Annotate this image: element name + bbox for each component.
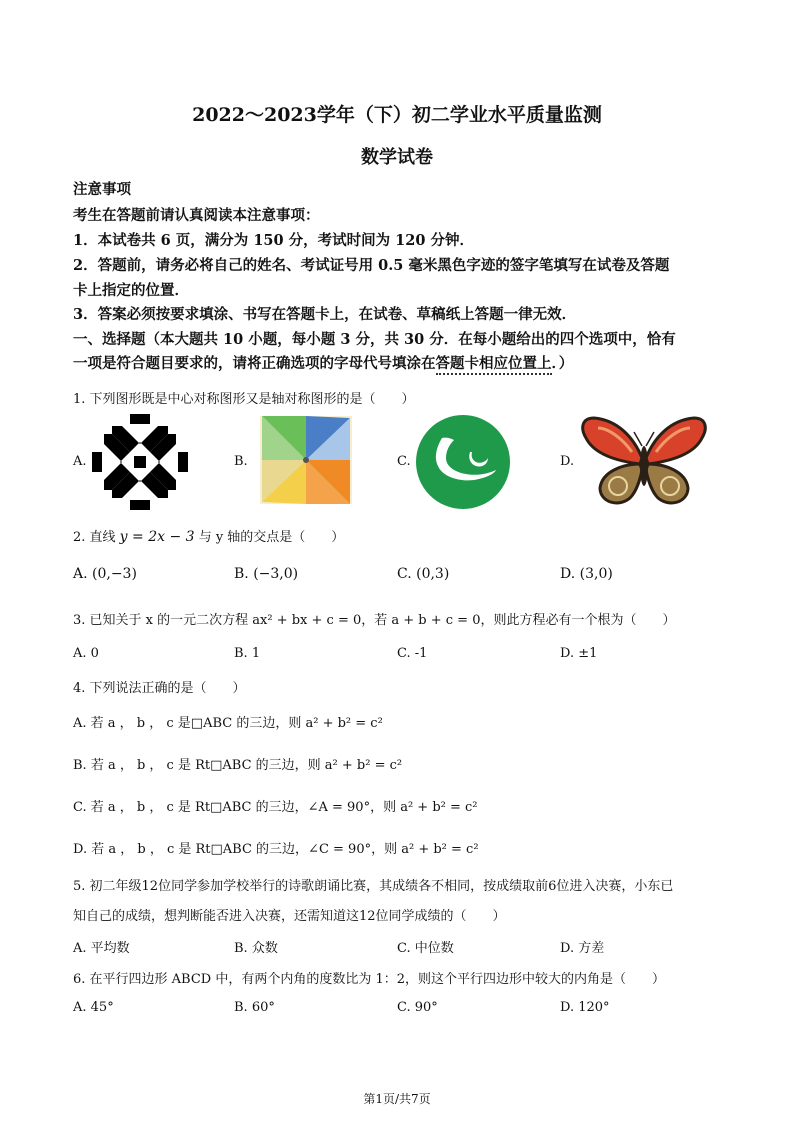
notes-item-3: 3．答案必须按要求填涂、书写在答题卡上，在试卷、草稿纸上答题一律无效． [73,306,577,323]
notes-item-1: 1．本试卷共 6 页，满分为 150 分，考试时间为 120 分钟． [73,232,474,249]
butterfly-figure [578,414,710,510]
notes-intro: 考生在答题前请认真阅读本注意事项： [73,207,320,224]
q6-option-a: A. 45° [73,1000,114,1015]
exam-title: 2022～2023学年（下）初二学业水平质量监测 [192,104,602,126]
snowflake-figure [92,414,188,510]
notes-item-2a: 2．答题前，请务必将自己的姓名、考试证号用 0.5 毫米黑色字迹的签字笔填写在试卷及答题 [73,257,670,274]
q2-equation: y = 2x − 3 [119,529,195,545]
section1-line2-post: ．） [551,355,574,372]
q6-option-c: C. 90° [397,1000,438,1015]
q3-stem: 3. 已知关于 x 的一元二次方程 ax² + bx + c = 0，若 a + b + c = 0，则此方程必有一个根为（ ） [73,613,676,628]
q4-option-d: D. 若 a ， b ， c 是 Rt□ABC 的三边，∠C = 90°，则 a² + b² = c² [73,842,479,857]
q4-option-a: A. 若 a ， b ， c 是□ABC 的三边，则 a² + b² = c² [73,716,383,731]
q6-stem: 6. 在平行四边形 ABCD 中，有两个内角的度数比为 1：2，则这个平行四边形中较大的内角是（ ） [73,972,666,987]
q3-option-d: D. ±1 [560,646,598,661]
exam-subtitle: 数学试卷 [361,147,433,168]
q2-stem [73,526,344,545]
section1-line1: 一、选择题（本大题共 10 小题，每小题 3 分，共 30 分．在每小题给出的四个选项中，恰有 [73,331,676,348]
q2-stem-post: 与 y 轴的交点是（ ） [194,530,345,545]
q5-stem-line1: 5. 初二年级12位同学参加学校举行的诗歌朗诵比赛，其成绩各不相同，按成绩取前6位进入决赛，小东已 [73,879,674,894]
q5-option-c: C. 中位数 [397,941,454,956]
q4-stem: 4. 下列说法正确的是（ ） [73,681,246,696]
q1-option-c-label: C. [397,454,411,469]
q6-option-b: B. 60° [234,1000,275,1015]
q5-option-a: A. 平均数 [73,941,130,956]
q2-option-d: D. (3,0) [560,566,613,582]
section1-line2-emphasis: 答题卡相应位置上 [436,355,552,375]
q1-option-b-label: B. [234,454,248,469]
q3-option-b: B. 1 [234,646,261,661]
notes-item-2b: 卡上指定的位置． [73,282,189,299]
q2-option-b: B. (−3,0) [234,566,299,582]
q4-option-c: C. 若 a ， b ， c 是 Rt□ABC 的三边，∠A = 90°，则 a² + b² = c² [73,800,478,815]
q2-stem-pre: 2. 直线 [73,530,120,545]
q2-option-a: A. (0,−3) [73,566,137,582]
q6-option-d: D. 120° [560,1000,610,1015]
q1-stem: 1. 下列图形既是中心对称图形又是轴对称图形的是（ ） [73,392,415,407]
q1-option-a-label: A. [73,454,87,469]
page-number: 第1页/共7页 [363,1092,431,1106]
q2-option-c: C. (0,3) [397,566,450,582]
notes-heading: 注意事项 [73,181,131,198]
green-circle-logo-figure [414,414,512,510]
q5-option-d: D. 方差 [560,941,605,956]
q4-option-b: B. 若 a ， b ， c 是 Rt□ABC 的三边，则 a² + b² = c² [73,758,403,773]
pinwheel-figure [258,414,354,506]
q5-stem-line2: 知自己的成绩，想判断能否进入决赛，还需知道这12位同学成绩的（ ） [73,909,506,924]
q3-option-c: C. -1 [397,646,428,661]
section1-line2 [73,352,573,373]
q1-option-d-label: D. [560,454,575,469]
section1-line2-pre: 一项是符合题目要求的，请将正确选项的字母代号填涂在 [73,355,436,372]
q3-option-a: A. 0 [73,646,99,661]
q5-option-b: B. 众数 [234,941,278,956]
